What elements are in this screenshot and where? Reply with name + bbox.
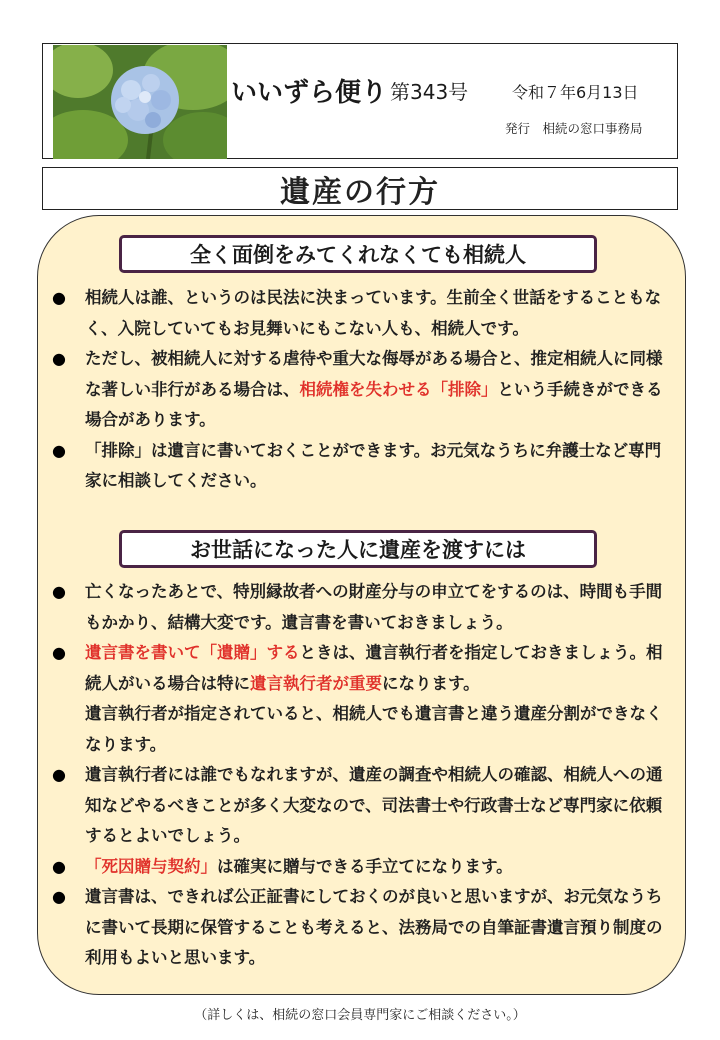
list-item: ● 遺言書を書いて「遺贈」するときは、遺言執行者を指定しておきましょう。相続人がいる場合は特に遺言執行者が重要になります。 遺言執行者が指定されていると、相続人でも遺言書と違う遺産分割ができなくなります。 bbox=[52, 638, 672, 760]
bullet-icon: ● bbox=[52, 582, 66, 601]
list-item: ● 遺言執行者には誰でもなれますが、遺産の調査や相続人の確認、相続人への通知などやるべきことが多く大変なので、司法書士や行政書士など専門家に依頼するとよいでしょう。 bbox=[52, 760, 672, 852]
section2-heading: お世話になった人に遺産を渡すには bbox=[119, 530, 597, 568]
highlight-text: 遺言書を書いて「遺贈」する bbox=[85, 643, 300, 662]
highlight-text: 遺言執行者が重要 bbox=[250, 673, 382, 693]
list-item: ● 遺言書は、できれば公正証書にしておくのが良いと思いますが、お元気なうちに書いて長期に保管することも考えると、法務局での自筆証書遺言預り制度の利用もよいと思います。 bbox=[52, 882, 672, 974]
highlight-text: 「死因贈与契約」 bbox=[85, 856, 217, 876]
list-item: ● 相続人は誰、というのは民法に決まっています。生前全く世話をすることもなく、入院していてもお見舞いにもこない人も、相続人です。 bbox=[52, 283, 672, 344]
section1-list bbox=[52, 283, 672, 497]
bullet-icon: ● bbox=[52, 643, 66, 662]
publisher: 発行 相続の窓口事務局 bbox=[505, 121, 643, 136]
issue-number: 第343号 bbox=[390, 80, 469, 104]
bullet-icon: ● bbox=[52, 349, 66, 368]
page-title-box bbox=[42, 167, 678, 210]
hydrangea-photo bbox=[53, 45, 227, 159]
bullet-icon: ● bbox=[52, 856, 66, 876]
section2-list bbox=[52, 577, 672, 974]
bullet-icon: ● bbox=[52, 440, 66, 460]
list-item: ● ただし、被相続人に対する虐待や重大な侮辱がある場合と、推定相続人に同様な著しい非行がある場合は、相続権を失わせる「排除」という手続きができる場合があります。 bbox=[52, 344, 672, 436]
list-item: ● 「死因贈与契約」は確実に贈与できる手立てになります。 bbox=[52, 852, 672, 883]
issue-date: 令和７年6月13日 bbox=[512, 83, 639, 102]
bullet-icon: ● bbox=[52, 887, 66, 906]
bullet-icon: ● bbox=[52, 765, 66, 784]
highlight-text: 相続権を失わせる「排除」 bbox=[299, 379, 498, 399]
list-item: ● 亡くなったあとで、特別縁故者への財産分与の申立てをするのは、時間も手間もかかり、結構大変です。遺言書を書いておきましょう。 bbox=[52, 577, 672, 638]
footer-note: （詳しくは、相続の窓口会員専門家にご相談ください。） bbox=[194, 1008, 526, 1023]
bullet-icon: ● bbox=[52, 288, 66, 307]
newsletter-name: いいずら便り bbox=[231, 78, 388, 108]
section1-heading: 全く面倒をみてくれなくても相続人 bbox=[119, 235, 597, 273]
list-item: ● 「排除」は遺言に書いておくことができます。お元気なうちに弁護士など専門家に相談してください。 bbox=[52, 436, 672, 497]
newsletter-header bbox=[42, 43, 678, 159]
page-title: 遺産の行方 bbox=[280, 174, 440, 210]
